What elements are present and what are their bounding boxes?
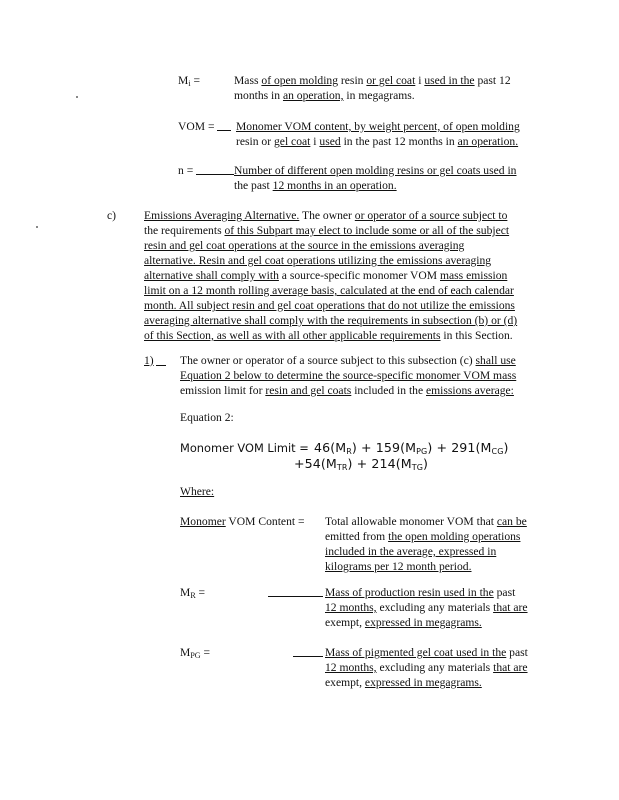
def-mr-line: 12 months, excluding any materials that are [325, 601, 528, 614]
def-n-line2: the past 12 months in an operation. [234, 179, 397, 192]
item-1-label: 1) [144, 354, 154, 367]
def-term-mr: $M_R$ = [180, 586, 206, 600]
section-c-line: month. All subject resin and gel coat operations that do not utilize the emissions [144, 299, 515, 312]
def-mvc-text [325, 514, 527, 574]
def-mr-text [325, 585, 528, 630]
equation-rhs-line1: $46(M_R) + 159(M_{PG}) + 291(M_{CG})$ [314, 440, 509, 456]
section-c-line: resin and gel coat operations at the source in the emissions averaging [144, 239, 465, 252]
def-term-mpg: $M_{PG}$ = [180, 646, 210, 660]
def-n-line1: Number of different open molding resins or gel coats used in [234, 164, 517, 177]
def-mpg-line: Mass of pigmented gel coat used in the past [325, 646, 528, 659]
def-mpg-line: 12 months, excluding any materials that are [325, 661, 528, 674]
section-c-label: c) [107, 209, 117, 222]
section-c-line: the requirements of this Subpart may elect to include some or all of the subject [144, 224, 510, 237]
def-mr-line: Mass of production resin used in the past [325, 586, 516, 599]
section-c-line: of this Section, as well as with all other applicable requirements in this Section. [144, 329, 513, 342]
def-mpg-line: exempt, expressed in megagrams. [325, 676, 482, 689]
section-c-line: alternative shall comply with a source-specific monomer VOM mass emission [144, 269, 508, 282]
def-n-text [234, 163, 516, 193]
def-mr-line: exempt, expressed in megagrams. [325, 616, 482, 629]
def-term-vom: VOM = [178, 120, 215, 133]
section-c-paragraph [144, 208, 517, 343]
vom-underline-rule [217, 119, 231, 131]
item-1-line: emission limit for resin and gel coats included in the emissions average: [180, 384, 514, 397]
section-c-line: limit on a 12 month rolling average basis, calculated at the end of each calendar [144, 284, 514, 297]
section-c-line: alternative. Resin and gel coat operations utilizing the emissions averaging [144, 254, 492, 267]
where-label: Where: [180, 485, 215, 498]
section-c-line: averaging alternative shall comply with the requirements in subsection (b) or (d) [144, 314, 518, 327]
def-term-mi: $M_i$ = [178, 74, 200, 88]
item-1-paragraph [180, 353, 516, 398]
def-term-monomer-vom-content: Monomer VOM Content = [180, 515, 305, 528]
item-1-line: Equation 2 below to determine the source-specific monomer VOM mass [180, 369, 517, 382]
scan-speck [36, 226, 38, 228]
def-mvc-line: Total allowable monomer VOM that can be [325, 515, 527, 528]
item-1-rule [156, 353, 166, 366]
section-c-line: Emissions Averaging Alternative. The owner or operator of a source subject to [144, 209, 508, 222]
n-underline-rule [196, 163, 234, 175]
item-1-line: The owner or operator of a source subject to this subsection (c) shall use [180, 354, 516, 367]
mr-rule [268, 585, 323, 597]
equation-label: Equation 2: [180, 411, 234, 424]
def-mvc-line: emitted from the open molding operations [325, 530, 521, 543]
def-mvc-line: included in the average, expressed in [325, 545, 497, 558]
def-mpg-text [325, 645, 528, 690]
equation-lhs-block: Monomer VOM Limit = [180, 441, 309, 455]
equation-lhs: Monomer VOM Limit [180, 441, 296, 455]
scan-speck [76, 96, 78, 98]
def-mi-text: Mass of open molding resin or gel coat i used in the past 12 months in an operation, in megagrams. [234, 74, 511, 102]
def-vom-text [236, 119, 520, 149]
def-mvc-line: kilograms per 12 month period. [325, 560, 472, 573]
def-term-n: n = [178, 164, 194, 177]
def-vom-line1: Monomer VOM content, by weight percent, of open molding [236, 120, 520, 133]
mpg-rule [293, 645, 323, 657]
def-vom-line2: resin or gel coat i used in the past 12 months in an operation. [236, 135, 519, 148]
equation-rhs-line2: $+54(M_{TR}) + 214(M_{TG})$ [294, 456, 429, 472]
